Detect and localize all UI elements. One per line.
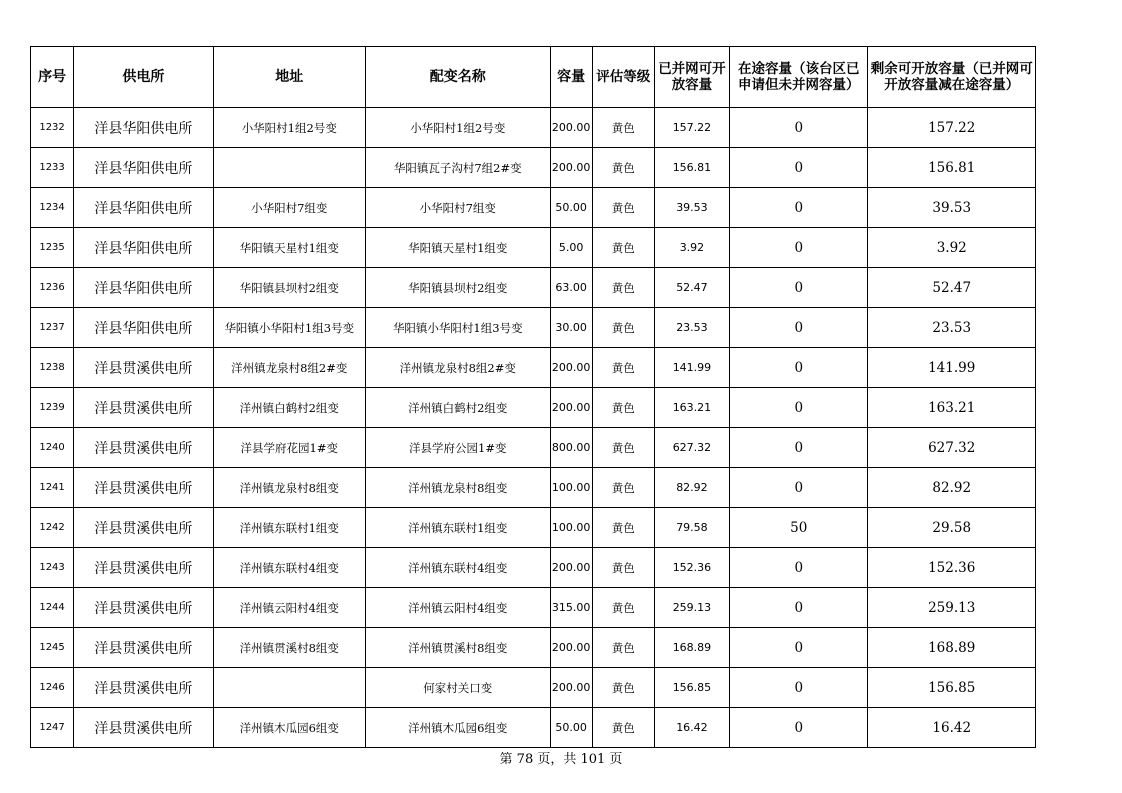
- cell-address: 洋州镇龙泉村8组变: [213, 468, 365, 508]
- cell-connected: 39.53: [654, 188, 729, 228]
- cell-grade: 黄色: [592, 188, 654, 228]
- cell-remaining: 16.42: [868, 708, 1036, 748]
- cell-seq: 1232: [31, 108, 74, 148]
- cell-seq: 1240: [31, 428, 74, 468]
- cell-address: 洋县学府花园1#变: [213, 428, 365, 468]
- cell-connected: 168.89: [654, 628, 729, 668]
- table-row: [31, 108, 1036, 148]
- cell-connected: 52.47: [654, 268, 729, 308]
- table-row: [31, 348, 1036, 388]
- cell-seq: 1246: [31, 668, 74, 708]
- cell-office: 洋县贯溪供电所: [74, 428, 213, 468]
- cell-grade: 黄色: [592, 588, 654, 628]
- cell-pending: 0: [730, 588, 868, 628]
- cell-grade: 黄色: [592, 548, 654, 588]
- cell-capacity: 50.00: [550, 708, 592, 748]
- header-grade: 评估等级: [592, 47, 654, 108]
- header-connected: 已并网可开放容量: [654, 47, 729, 108]
- cell-capacity: 200.00: [550, 388, 592, 428]
- cell-pending: 0: [730, 108, 868, 148]
- cell-remaining: 156.81: [868, 148, 1036, 188]
- table-row: [31, 268, 1036, 308]
- cell-remaining: 163.21: [868, 388, 1036, 428]
- cell-address: 洋州镇东联村4组变: [213, 548, 365, 588]
- table-row: [31, 628, 1036, 668]
- cell-transformer: 华阳镇小华阳村1组3号变: [365, 308, 550, 348]
- cell-address: 华阳镇县坝村2组变: [213, 268, 365, 308]
- cell-office: 洋县华阳供电所: [74, 188, 213, 228]
- cell-capacity: 200.00: [550, 548, 592, 588]
- cell-seq: 1236: [31, 268, 74, 308]
- cell-transformer: 洋州镇东联村1组变: [365, 508, 550, 548]
- header-pending: 在途容量（该台区已申请但未并网容量）: [730, 47, 868, 108]
- cell-seq: 1235: [31, 228, 74, 268]
- header-capacity: 容量: [550, 47, 592, 108]
- cell-pending: 0: [730, 348, 868, 388]
- cell-transformer: 洋州镇东联村4组变: [365, 548, 550, 588]
- cell-address: [213, 148, 365, 188]
- cell-capacity: 200.00: [550, 628, 592, 668]
- cell-address: 洋州镇木瓜园6组变: [213, 708, 365, 748]
- cell-connected: 259.13: [654, 588, 729, 628]
- cell-transformer: 华阳镇天星村1组变: [365, 228, 550, 268]
- cell-office: 洋县贯溪供电所: [74, 668, 213, 708]
- cell-address: 小华阳村1组2号变: [213, 108, 365, 148]
- cell-remaining: 3.92: [868, 228, 1036, 268]
- cell-capacity: 63.00: [550, 268, 592, 308]
- cell-office: 洋县华阳供电所: [74, 228, 213, 268]
- header-transformer: 配变名称: [365, 47, 550, 108]
- cell-capacity: 200.00: [550, 348, 592, 388]
- table-row: [31, 468, 1036, 508]
- cell-capacity: 200.00: [550, 668, 592, 708]
- cell-connected: 16.42: [654, 708, 729, 748]
- cell-seq: 1239: [31, 388, 74, 428]
- table-row: [31, 188, 1036, 228]
- cell-seq: 1241: [31, 468, 74, 508]
- cell-connected: 141.99: [654, 348, 729, 388]
- cell-transformer: 洋州镇白鹤村2组变: [365, 388, 550, 428]
- page-footer: 第 78 页，共 101 页: [499, 752, 623, 767]
- cell-pending: 0: [730, 228, 868, 268]
- cell-grade: 黄色: [592, 148, 654, 188]
- cell-connected: 156.81: [654, 148, 729, 188]
- cell-grade: 黄色: [592, 348, 654, 388]
- header-remaining: 剩余可开放容量（已并网可开放容量减在途容量）: [868, 47, 1036, 108]
- cell-address: 华阳镇小华阳村1组3号变: [213, 308, 365, 348]
- cell-seq: 1234: [31, 188, 74, 228]
- cell-connected: 79.58: [654, 508, 729, 548]
- cell-remaining: 259.13: [868, 588, 1036, 628]
- cell-seq: 1247: [31, 708, 74, 748]
- cell-grade: 黄色: [592, 668, 654, 708]
- cell-office: 洋县华阳供电所: [74, 148, 213, 188]
- cell-connected: 157.22: [654, 108, 729, 148]
- cell-connected: 23.53: [654, 308, 729, 348]
- cell-address: 洋州镇云阳村4组变: [213, 588, 365, 628]
- cell-office: 洋县贯溪供电所: [74, 588, 213, 628]
- cell-pending: 0: [730, 708, 868, 748]
- cell-address: [213, 668, 365, 708]
- cell-connected: 627.32: [654, 428, 729, 468]
- cell-office: 洋县贯溪供电所: [74, 348, 213, 388]
- cell-transformer: 洋州镇木瓜园6组变: [365, 708, 550, 748]
- cell-seq: 1244: [31, 588, 74, 628]
- table-row: [31, 428, 1036, 468]
- cell-pending: 0: [730, 188, 868, 228]
- cell-pending: 0: [730, 148, 868, 188]
- cell-grade: 黄色: [592, 508, 654, 548]
- table-row: [31, 668, 1036, 708]
- cell-capacity: 315.00: [550, 588, 592, 628]
- table-body: [31, 108, 1036, 748]
- cell-capacity: 5.00: [550, 228, 592, 268]
- cell-capacity: 200.00: [550, 148, 592, 188]
- cell-seq: 1233: [31, 148, 74, 188]
- header-row: [31, 47, 1036, 108]
- cell-pending: 0: [730, 308, 868, 348]
- cell-office: 洋县华阳供电所: [74, 268, 213, 308]
- cell-connected: 152.36: [654, 548, 729, 588]
- header-address: 地址: [213, 47, 365, 108]
- cell-pending: 50: [730, 508, 868, 548]
- table-row: [31, 388, 1036, 428]
- cell-grade: 黄色: [592, 428, 654, 468]
- cell-capacity: 50.00: [550, 188, 592, 228]
- cell-transformer: 洋县学府公园1#变: [365, 428, 550, 468]
- cell-remaining: 141.99: [868, 348, 1036, 388]
- table-row: [31, 148, 1036, 188]
- cell-office: 洋县贯溪供电所: [74, 548, 213, 588]
- cell-remaining: 29.58: [868, 508, 1036, 548]
- table-row: [31, 508, 1036, 548]
- cell-transformer: 华阳镇县坝村2组变: [365, 268, 550, 308]
- table-row: [31, 708, 1036, 748]
- cell-connected: 156.85: [654, 668, 729, 708]
- cell-office: 洋县贯溪供电所: [74, 468, 213, 508]
- cell-transformer: 何家村关口变: [365, 668, 550, 708]
- cell-office: 洋县贯溪供电所: [74, 388, 213, 428]
- cell-transformer: 洋州镇云阳村4组变: [365, 588, 550, 628]
- table-row: [31, 548, 1036, 588]
- cell-office: 洋县贯溪供电所: [74, 628, 213, 668]
- cell-transformer: 洋州镇贯溪村8组变: [365, 628, 550, 668]
- cell-grade: 黄色: [592, 628, 654, 668]
- cell-capacity: 800.00: [550, 428, 592, 468]
- cell-address: 小华阳村7组变: [213, 188, 365, 228]
- cell-remaining: 82.92: [868, 468, 1036, 508]
- cell-capacity: 200.00: [550, 108, 592, 148]
- cell-pending: 0: [730, 468, 868, 508]
- cell-pending: 0: [730, 268, 868, 308]
- table-row: [31, 228, 1036, 268]
- cell-grade: 黄色: [592, 708, 654, 748]
- cell-office: 洋县华阳供电所: [74, 308, 213, 348]
- cell-seq: 1237: [31, 308, 74, 348]
- cell-pending: 0: [730, 388, 868, 428]
- cell-address: 洋州镇龙泉村8组2#变: [213, 348, 365, 388]
- cell-seq: 1238: [31, 348, 74, 388]
- cell-remaining: 152.36: [868, 548, 1036, 588]
- cell-capacity: 30.00: [550, 308, 592, 348]
- cell-pending: 0: [730, 628, 868, 668]
- cell-connected: 3.92: [654, 228, 729, 268]
- cell-remaining: 23.53: [868, 308, 1036, 348]
- cell-address: 洋州镇东联村1组变: [213, 508, 365, 548]
- cell-grade: 黄色: [592, 108, 654, 148]
- cell-grade: 黄色: [592, 268, 654, 308]
- table-row: [31, 588, 1036, 628]
- cell-transformer: 小华阳村7组变: [365, 188, 550, 228]
- cell-grade: 黄色: [592, 308, 654, 348]
- cell-transformer: 华阳镇瓦子沟村7组2#变: [365, 148, 550, 188]
- cell-grade: 黄色: [592, 388, 654, 428]
- cell-remaining: 627.32: [868, 428, 1036, 468]
- cell-capacity: 100.00: [550, 508, 592, 548]
- cell-grade: 黄色: [592, 468, 654, 508]
- cell-capacity: 100.00: [550, 468, 592, 508]
- cell-pending: 0: [730, 548, 868, 588]
- cell-remaining: 156.85: [868, 668, 1036, 708]
- cell-seq: 1243: [31, 548, 74, 588]
- capacity-table: [30, 46, 1036, 748]
- cell-office: 洋县贯溪供电所: [74, 508, 213, 548]
- cell-transformer: 洋州镇龙泉村8组变: [365, 468, 550, 508]
- cell-address: 华阳镇天星村1组变: [213, 228, 365, 268]
- cell-connected: 82.92: [654, 468, 729, 508]
- cell-transformer: 洋州镇龙泉村8组2#变: [365, 348, 550, 388]
- cell-office: 洋县华阳供电所: [74, 108, 213, 148]
- cell-address: 洋州镇白鹤村2组变: [213, 388, 365, 428]
- cell-remaining: 39.53: [868, 188, 1036, 228]
- cell-pending: 0: [730, 668, 868, 708]
- cell-remaining: 168.89: [868, 628, 1036, 668]
- table-row: [31, 308, 1036, 348]
- header-office: 供电所: [74, 47, 213, 108]
- cell-remaining: 52.47: [868, 268, 1036, 308]
- cell-transformer: 小华阳村1组2号变: [365, 108, 550, 148]
- cell-seq: 1242: [31, 508, 74, 548]
- cell-grade: 黄色: [592, 228, 654, 268]
- cell-remaining: 157.22: [868, 108, 1036, 148]
- cell-pending: 0: [730, 428, 868, 468]
- cell-connected: 163.21: [654, 388, 729, 428]
- cell-seq: 1245: [31, 628, 74, 668]
- cell-address: 洋州镇贯溪村8组变: [213, 628, 365, 668]
- cell-office: 洋县贯溪供电所: [74, 708, 213, 748]
- header-seq: 序号: [31, 47, 74, 108]
